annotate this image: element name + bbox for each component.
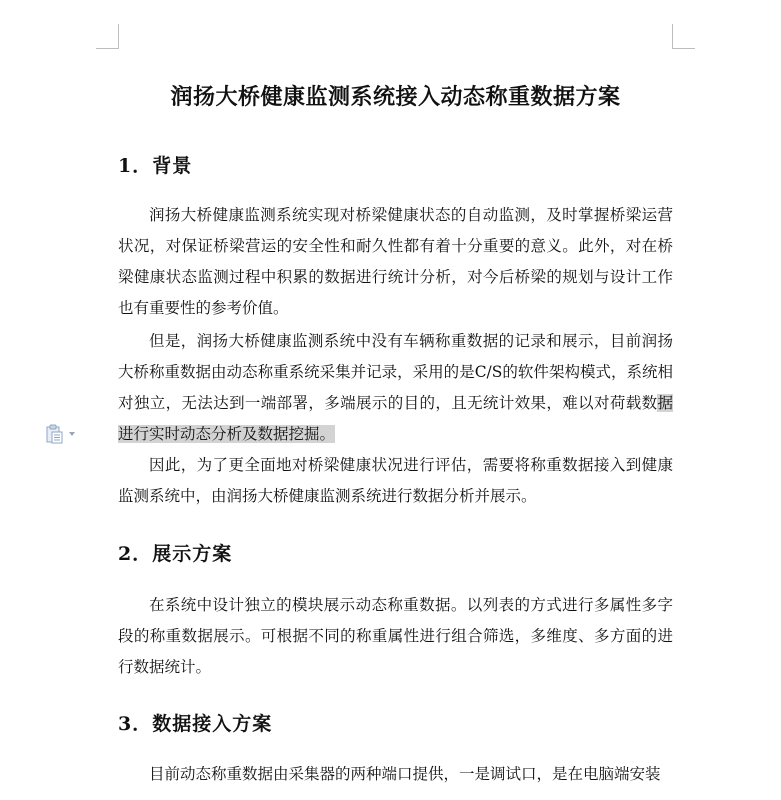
paragraph-data-access-plan[interactable]: 目前动态称重数据由采集器的两种端口提供，一是调试口，是在电脑端安装 [149, 765, 661, 783]
section-heading-data-access-plan: 3．数据接入方案 [118, 713, 273, 735]
crop-mark-top-left [96, 24, 119, 49]
crop-mark-top-right [672, 24, 695, 49]
paste-options-button[interactable] [46, 424, 86, 444]
paragraph-text: 但是，润扬大桥健康监测系统中没有车辆称重数据的记录和展示，目前润扬大桥称重数据由动态称重系统采集并记录，采用的是C/S的软件架构模式，系统相对独立，无法达到一端部署，多端展示的目的，且无统计效果，难以对荷载数 [118, 332, 673, 412]
paragraph-background-3[interactable]: 因此，为了更全面地对桥梁健康状况进行评估，需要将称重数据接入到健康监测系统中，由润扬大桥健康监测系统进行数据分析并展示。 [118, 456, 673, 505]
section-heading-display-plan: 2．展示方案 [118, 543, 233, 565]
document-title: 润扬大桥健康监测系统接入动态称重数据方案 [170, 84, 621, 110]
paragraph-display-plan[interactable]: 在系统中设计独立的模块展示动态称重数据。以列表的方式进行多属性多字段的称重数据展示。可根据不同的称重属性进行组合筛选，多维度、多方面的进行数据统计。 [118, 596, 673, 676]
paragraph-background-2[interactable] [118, 326, 673, 450]
dropdown-arrow-icon[interactable] [68, 431, 76, 437]
text-selection[interactable]: 据进行实时动态分析及数据挖掘。 [118, 394, 673, 443]
paragraph-background-1[interactable]: 润扬大桥健康监测系统实现对桥梁健康状态的自动监测，及时掌握桥梁运营状况，对保证桥梁营运的安全性和耐久性都有着十分重要的意义。此外，对在桥梁健康状态监测过程中积累的数据进行统计分析，对今后桥梁的规划与设计工作也有重要性的参考价值。 [118, 206, 673, 317]
section-heading-background: 1．背景 [118, 155, 193, 177]
paste-options-icon [46, 424, 64, 444]
